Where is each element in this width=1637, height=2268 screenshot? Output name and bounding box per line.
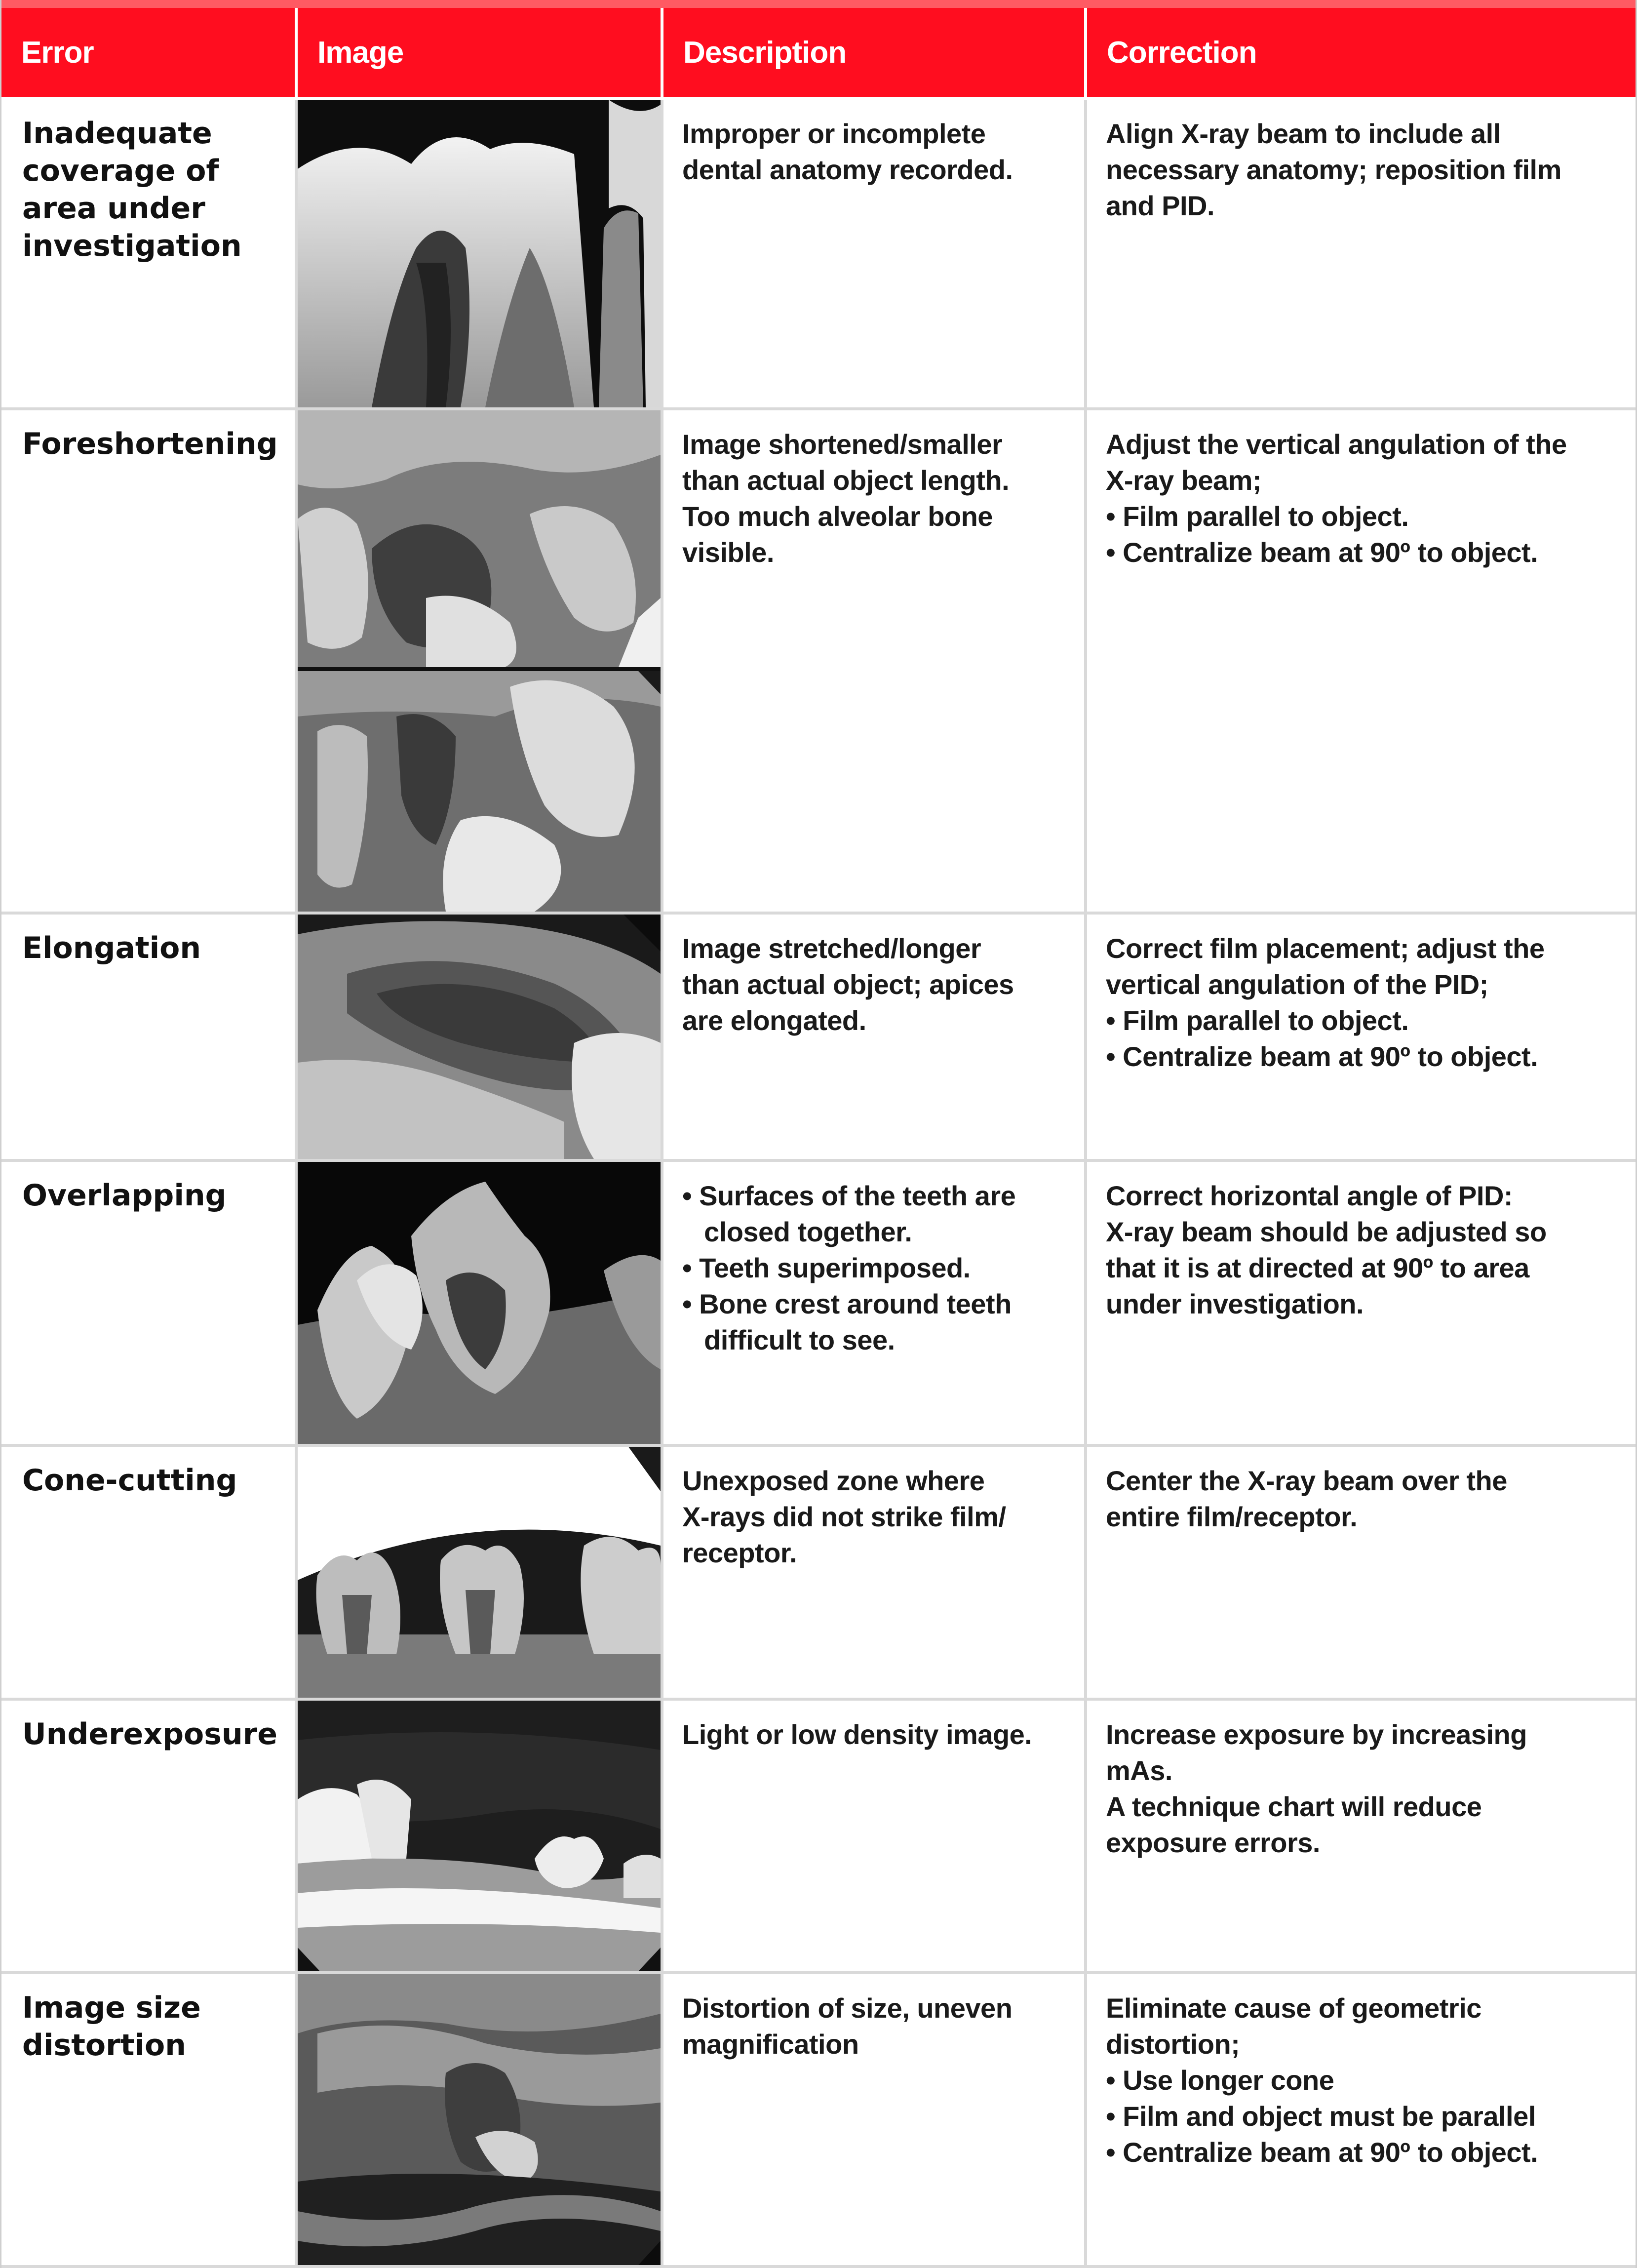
correction-line: that it is at directed at 90º to area xyxy=(1106,1252,1529,1283)
error-name: Overlapping xyxy=(1,1162,298,1444)
description-line: Distortion of size, uneven xyxy=(682,1992,1013,2024)
correction-cell xyxy=(1087,915,1636,1159)
correction-line: Adjust the vertical angulation of the xyxy=(1106,429,1567,460)
description-line: receptor. xyxy=(682,1537,797,1568)
table-row xyxy=(1,1162,1636,1447)
description-cell xyxy=(663,1701,1087,1971)
description-cell xyxy=(663,1162,1087,1444)
error-name: Foreshortening xyxy=(1,410,298,912)
correction-line: distortion; xyxy=(1106,2029,1240,2060)
xray-image xyxy=(298,1162,663,1444)
header-label-description: Description xyxy=(683,35,847,70)
correction-line: necessary anatomy; reposition film xyxy=(1106,154,1561,185)
correction-line: Align X-ray beam to include all xyxy=(1106,118,1501,149)
xray-image-size-distortion xyxy=(298,1974,661,2265)
description-cell xyxy=(663,100,1087,407)
table-row xyxy=(1,1974,1636,2268)
correction-cell xyxy=(1087,1701,1636,1971)
description-line: Image stretched/longer xyxy=(682,933,981,964)
description-line: Improper or incomplete xyxy=(682,118,986,149)
correction-line: X-ray beam; xyxy=(1106,465,1262,496)
description-bullet: • Bone crest around teeth difficult to see. xyxy=(682,1286,1069,1358)
description-cell xyxy=(663,1974,1087,2265)
header-cell-image xyxy=(298,8,663,97)
description-line: visible. xyxy=(682,537,774,568)
correction-line: entire film/receptor. xyxy=(1106,1501,1358,1532)
correction-cell xyxy=(1087,1162,1636,1444)
correction-bullet: • Film parallel to object. xyxy=(1106,498,1621,534)
error-name: Underexposure xyxy=(1,1701,298,1971)
header-cell-correction xyxy=(1087,8,1636,97)
correction-cell xyxy=(1087,100,1636,407)
correction-line: Eliminate cause of geometric xyxy=(1106,1992,1481,2024)
correction-line: Center the X-ray beam over the xyxy=(1106,1465,1507,1496)
correction-cell xyxy=(1087,410,1636,912)
description-line: than actual object length. xyxy=(682,465,1010,496)
xray-image xyxy=(298,1447,663,1698)
description-line: than actual object; apices xyxy=(682,969,1014,1000)
correction-line: Increase exposure by increasing xyxy=(1106,1719,1527,1750)
correction-bullet: • Film parallel to object. xyxy=(1106,1002,1621,1038)
header-cell-description xyxy=(663,8,1087,97)
header-label-error: Error xyxy=(21,35,94,70)
description-line: are elongated. xyxy=(682,1005,866,1036)
description-line: Light or low density image. xyxy=(682,1719,1032,1750)
table-header-row xyxy=(1,0,1636,100)
correction-bullet: • Centralize beam at 90º to object. xyxy=(1106,534,1621,570)
xray-image xyxy=(298,1701,663,1971)
correction-line: vertical angulation of the PID; xyxy=(1106,969,1488,1000)
description-bullet: • Surfaces of the teeth are closed together. xyxy=(682,1178,1069,1250)
xray-image xyxy=(298,1974,663,2265)
correction-line: exposure errors. xyxy=(1106,1827,1320,1858)
description-line: Image shortened/smaller xyxy=(682,429,1003,460)
xray-underexposure xyxy=(298,1701,661,1971)
error-name: Inadequate coverage of area under investigation xyxy=(1,100,298,407)
table-row xyxy=(1,410,1636,915)
correction-bullet: • Use longer cone xyxy=(1106,2062,1621,2098)
correction-line: A technique chart will reduce xyxy=(1106,1791,1482,1822)
xray-foreshortening xyxy=(298,410,661,912)
xray-elongation xyxy=(298,915,661,1159)
correction-line: mAs. xyxy=(1106,1755,1172,1786)
xray-cone-cutting xyxy=(298,1447,661,1698)
correction-bullet: • Centralize beam at 90º to object. xyxy=(1106,2134,1621,2170)
correction-bullet: • Film and object must be parallel xyxy=(1106,2098,1621,2134)
table-row xyxy=(1,100,1636,410)
error-name: Elongation xyxy=(1,915,298,1159)
description-cell xyxy=(663,915,1087,1159)
header-label-image: Image xyxy=(317,35,404,70)
description-line: X-rays did not strike film/ xyxy=(682,1501,1006,1532)
error-name: Image size distortion xyxy=(1,1974,298,2265)
description-line: dental anatomy recorded. xyxy=(682,154,1013,185)
description-cell xyxy=(663,410,1087,912)
description-bullet: • Teeth superimposed. xyxy=(682,1250,1069,1286)
correction-cell xyxy=(1087,1447,1636,1698)
description-cell xyxy=(663,1447,1087,1698)
table-row xyxy=(1,915,1636,1162)
table-row xyxy=(1,1447,1636,1701)
xray-image xyxy=(298,915,663,1159)
xray-overlapping xyxy=(298,1162,661,1444)
error-name: Cone-cutting xyxy=(1,1447,298,1698)
correction-bullet: • Centralize beam at 90º to object. xyxy=(1106,1038,1621,1074)
correction-line: under investigation. xyxy=(1106,1288,1364,1319)
table-row xyxy=(1,1701,1636,1974)
correction-cell xyxy=(1087,1974,1636,2265)
description-line: Too much alveolar bone xyxy=(682,501,993,532)
correction-line: and PID. xyxy=(1106,190,1215,221)
header-cell-error xyxy=(1,8,298,97)
correction-line: Correct film placement; adjust the xyxy=(1106,933,1545,964)
header-label-correction: Correction xyxy=(1107,35,1257,70)
xray-image xyxy=(298,410,663,912)
correction-line: Correct horizontal angle of PID: xyxy=(1106,1180,1513,1211)
xray-image xyxy=(298,100,663,407)
description-line: magnification xyxy=(682,2029,859,2060)
correction-line: X-ray beam should be adjusted so xyxy=(1106,1216,1547,1247)
description-line: Unexposed zone where xyxy=(682,1465,985,1496)
xray-inadequate-coverage xyxy=(298,100,661,407)
